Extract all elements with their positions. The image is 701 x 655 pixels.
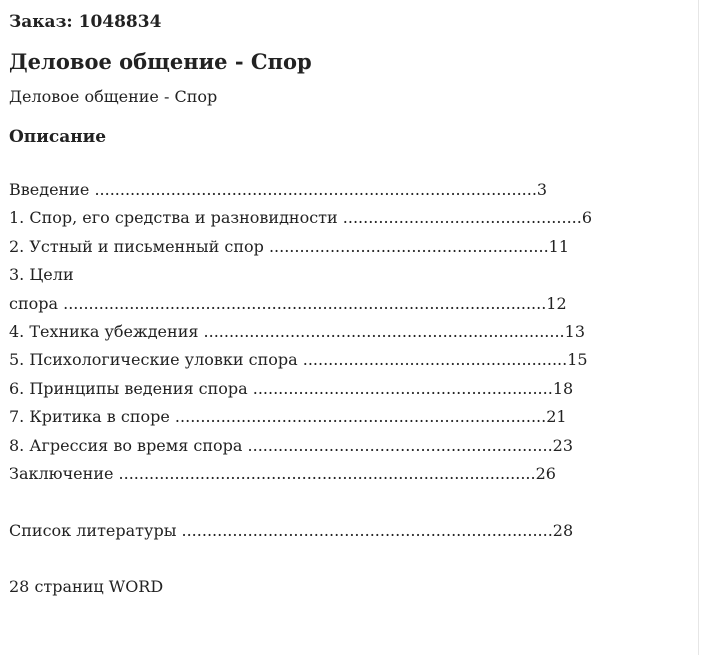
toc-item-6: 6. Принципы ведения спора ...........................................................18 [9,378,574,398]
spacer [9,545,698,573]
spacer [9,488,698,516]
toc-item-7: 7. Критика в споре .........................................................................21 [9,407,567,427]
order-number: Заказ: 1048834 [9,12,162,32]
table-of-contents [9,176,698,573]
toc-item-1: 1. Спор, его средства и разновидности ...............................................6 [9,208,592,228]
toc-item-5: 5. Психологические уловки спора ....................................................15 [9,350,588,370]
page-subtitle: Деловое общение - Спор [9,87,218,106]
toc-item-introduction: Введение .......................................................................................3 [9,180,548,199]
toc-item-4: 4. Техника убеждения .......................................................................13 [9,321,585,341]
toc-item-3-part1: 3. Цели [9,265,74,285]
toc-item-3-part2: спора ...............................................................................................12 [9,293,567,313]
toc-item-bibliography: Список литературы .........................................................................28 [9,520,574,540]
toc-item-2: 2. Устный и письменный спор .......................................................11 [9,236,570,256]
page-title: Деловое общение - Спор [9,49,312,74]
page-count-info: 28 страниц WORD [9,577,164,597]
toc-item-8: 8. Агрессия во время спора ............................................................23 [9,435,574,455]
toc-item-conclusion: Заключение ..................................................................................26 [9,463,556,483]
description-heading: Описание [9,127,107,147]
